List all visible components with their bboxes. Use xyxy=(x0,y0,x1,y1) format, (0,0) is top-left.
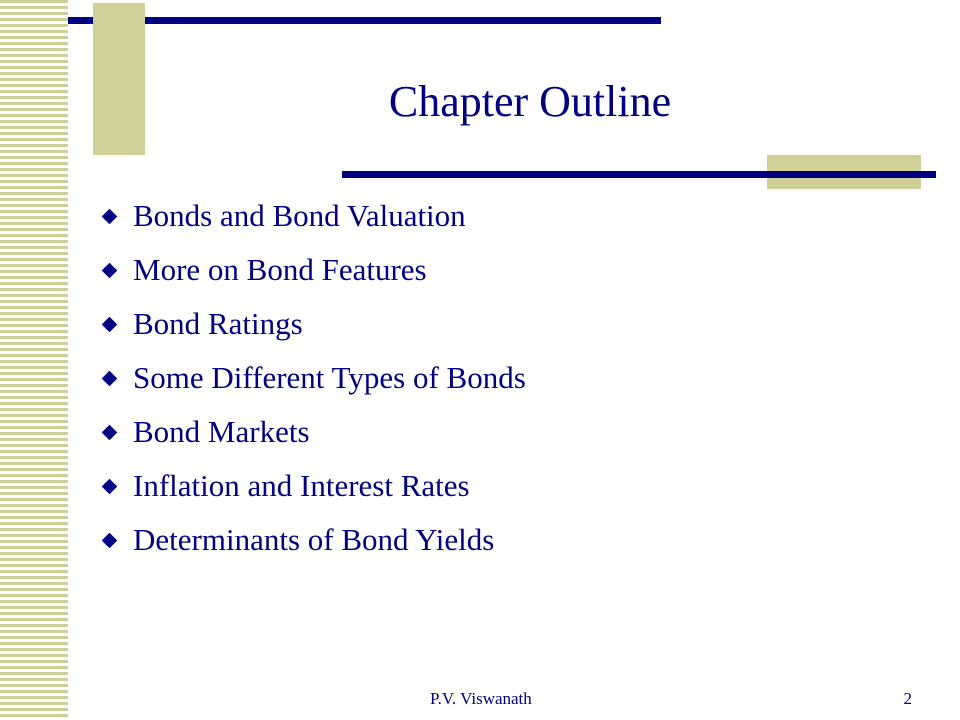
diamond-bullet-icon xyxy=(102,370,118,386)
bullet-text: More on Bond Features xyxy=(133,252,427,287)
bullet-text: Determinants of Bond Yields xyxy=(133,522,495,557)
bullet-text: Some Different Types of Bonds xyxy=(133,360,526,395)
top-decor-block xyxy=(93,3,145,155)
bullet-item xyxy=(104,459,526,513)
bullet-text: Bond Markets xyxy=(133,414,310,449)
bullet-item xyxy=(104,243,526,297)
bullet-item xyxy=(104,351,526,405)
bullet-item xyxy=(104,513,526,567)
diamond-bullet-icon xyxy=(102,208,118,224)
bullet-item xyxy=(104,297,526,351)
diamond-bullet-icon xyxy=(102,262,118,278)
footer-author: P.V. Viswanath xyxy=(430,689,532,708)
bullet-list xyxy=(104,189,526,567)
slide-number: 2 xyxy=(903,689,912,708)
bullet-text: Bond Ratings xyxy=(133,306,303,341)
bullet-text: Bonds and Bond Valuation xyxy=(133,198,466,233)
bullet-item xyxy=(104,405,526,459)
diamond-bullet-icon xyxy=(102,478,118,494)
diamond-bullet-icon xyxy=(102,532,118,548)
bullet-text: Inflation and Interest Rates xyxy=(133,468,470,503)
diamond-bullet-icon xyxy=(102,424,118,440)
bullet-item xyxy=(104,189,526,243)
top-accent-bar xyxy=(68,17,661,24)
diamond-bullet-icon xyxy=(102,316,118,332)
left-stripe-decoration xyxy=(0,0,68,720)
slide-title: Chapter Outline xyxy=(388,77,672,126)
title-underline-bar xyxy=(342,171,936,178)
